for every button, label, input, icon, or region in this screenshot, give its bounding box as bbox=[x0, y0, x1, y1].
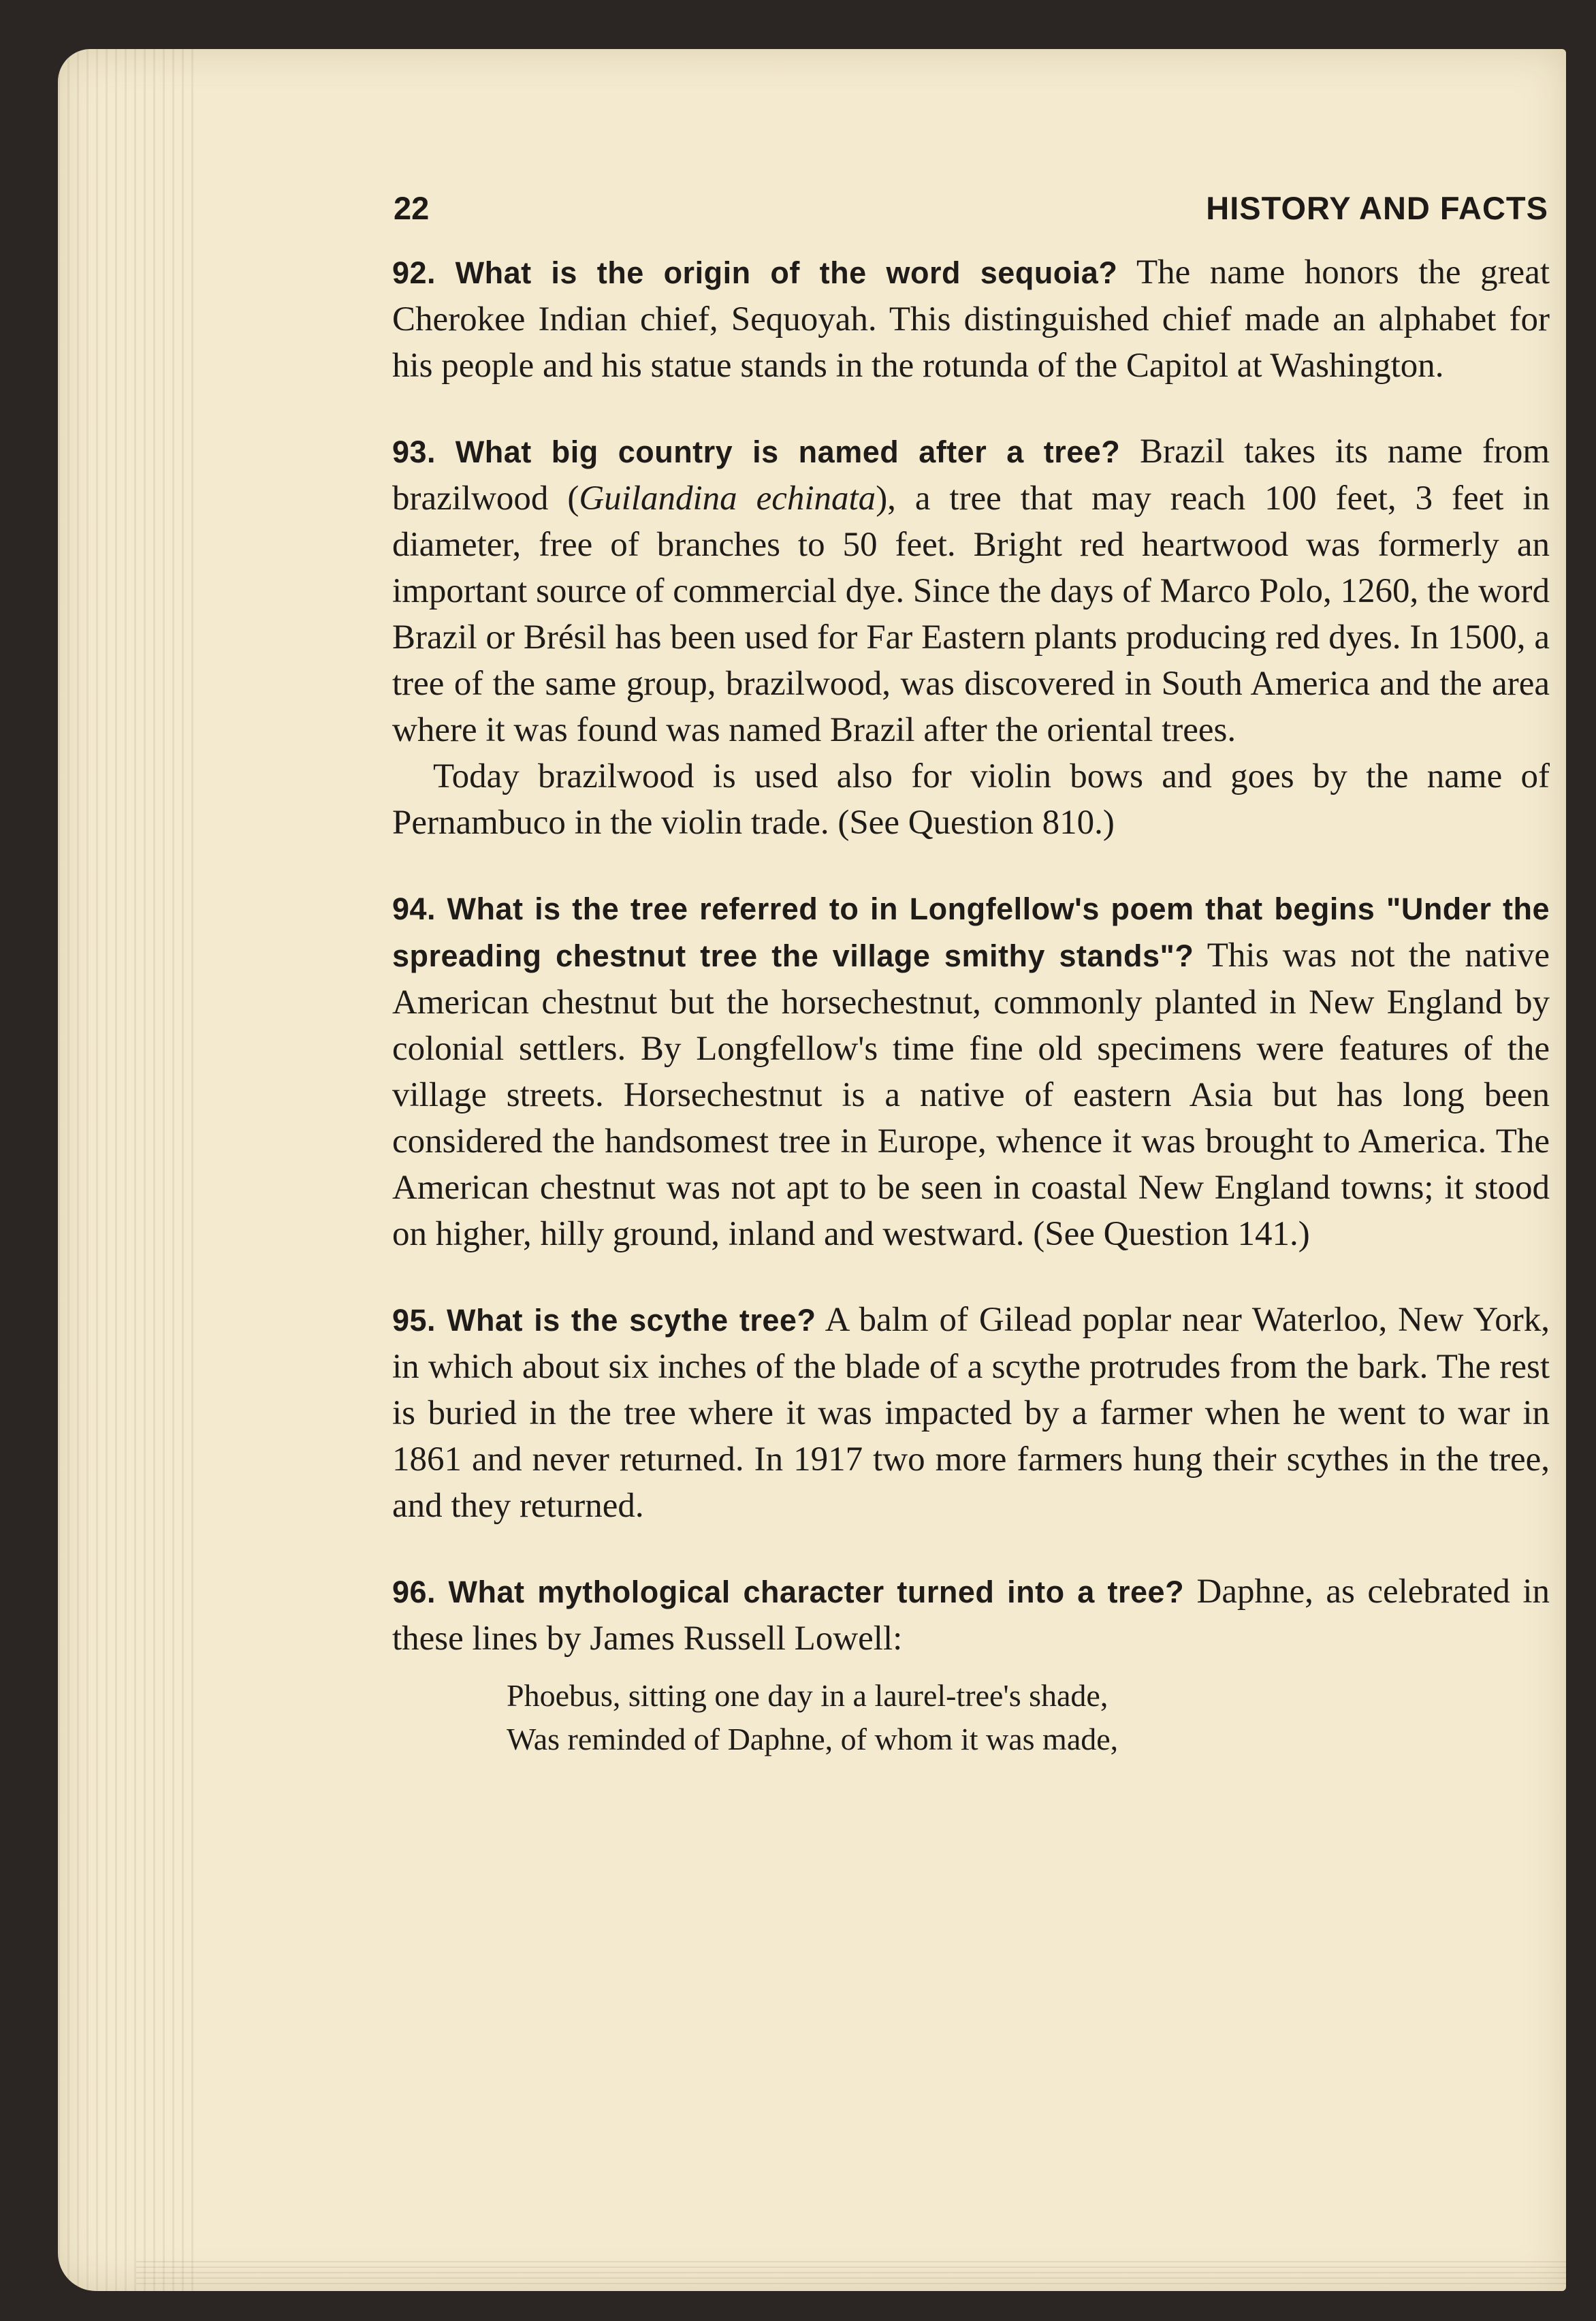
question-text: What is the scythe tree? bbox=[447, 1303, 816, 1338]
running-title: HISTORY AND FACTS bbox=[1206, 190, 1548, 226]
question-number: 92. bbox=[392, 255, 436, 290]
answer-text: The name honors the great Cherokee Indian chief, Sequoyah. This distinguished chief made an alphabet for his people and his statue stands in the rotunda of the Capitol at Washington. bbox=[392, 253, 1550, 385]
question-text: What mythological character turned into a tree? bbox=[448, 1575, 1185, 1609]
question-number: 94. bbox=[392, 891, 436, 926]
question-text: What big country is named after a tree? bbox=[455, 435, 1121, 469]
entry-93 bbox=[392, 428, 1550, 846]
entry-96-paragraph bbox=[392, 1568, 1550, 1662]
answer-text: Daphne, as celebrated in these lines by James Russell Lowell: bbox=[392, 1573, 1550, 1658]
poem-quote bbox=[507, 1662, 1550, 1761]
entry-94-paragraph bbox=[392, 885, 1550, 1257]
entry-93-paragraph bbox=[392, 428, 1550, 753]
question-number: 93. bbox=[392, 435, 436, 469]
page-bottom-edge bbox=[136, 2261, 1566, 2288]
entry-92-paragraph bbox=[392, 249, 1550, 389]
poem-line: Phoebus, sitting one day in a laurel-tree's shade, bbox=[507, 1678, 1108, 1713]
page-number: 22 bbox=[394, 190, 430, 226]
question-number: 95. bbox=[392, 1303, 436, 1338]
entry-95-paragraph bbox=[392, 1297, 1550, 1529]
entry-95 bbox=[392, 1297, 1550, 1529]
poem-line: Was reminded of Daphne, of whom it was made, bbox=[507, 1722, 1119, 1756]
page-content bbox=[392, 249, 1550, 1801]
entry-93-paragraph-2: Today brazilwood is used also for violin bows and goes by the name of Pernambuco in the violin trade. (See Question 810.) bbox=[392, 757, 1550, 842]
answer-text-continued: ), a tree that may reach 100 feet, 3 feet in diameter, free of branches to 50 feet. Bright red heartwood was formerly an important source of commercial dye. Since the days of Marco Polo, 1260, the word Brazil or Brésil has been used for Far Eastern plants producing red dyes. In 1500, a tree of the same group, brazilwood, was discovered in South America and the area where it was found was named Brazil after the oriental trees. bbox=[392, 479, 1550, 749]
entry-96 bbox=[392, 1568, 1550, 1761]
page-edges bbox=[58, 49, 201, 2291]
entry-92 bbox=[392, 249, 1550, 389]
scientific-name: Guilandina echinata bbox=[579, 479, 876, 518]
answer-text: Brazil takes its name from brazilwood ( bbox=[392, 432, 1550, 518]
answer-text: A balm of Gilead poplar near Waterloo, New York, in which about six inches of the blade of a scythe protrudes from the bark. The rest is buried in the tree where it was impacted by a farmer when he went to war in 1861 and never returned. In 1917 two more farmers hung their scythes in the tree, and they returned. bbox=[392, 1301, 1550, 1525]
running-header bbox=[394, 189, 1548, 237]
question-number: 96. bbox=[392, 1575, 436, 1609]
question-text: What is the tree referred to in Longfellow's poem that begins "Under the spreading chestnut tree the village smithy stands"? bbox=[392, 891, 1550, 973]
question-text: What is the origin of the word sequoia? bbox=[455, 255, 1118, 290]
entry-94 bbox=[392, 885, 1550, 1257]
answer-text: This was not the native American chestnut but the horsechestnut, commonly planted in New England by colonial settlers. By Longfellow's time fine old specimens were features of the village streets. Horsechestnut is a native of eastern Asia but has long been considered the handsomest tree in Europe, whence it was brought to America. The American chestnut was not apt to be seen in coastal New England towns; it stood on higher, hilly ground, inland and westward. (See Question 141.) bbox=[392, 936, 1550, 1253]
